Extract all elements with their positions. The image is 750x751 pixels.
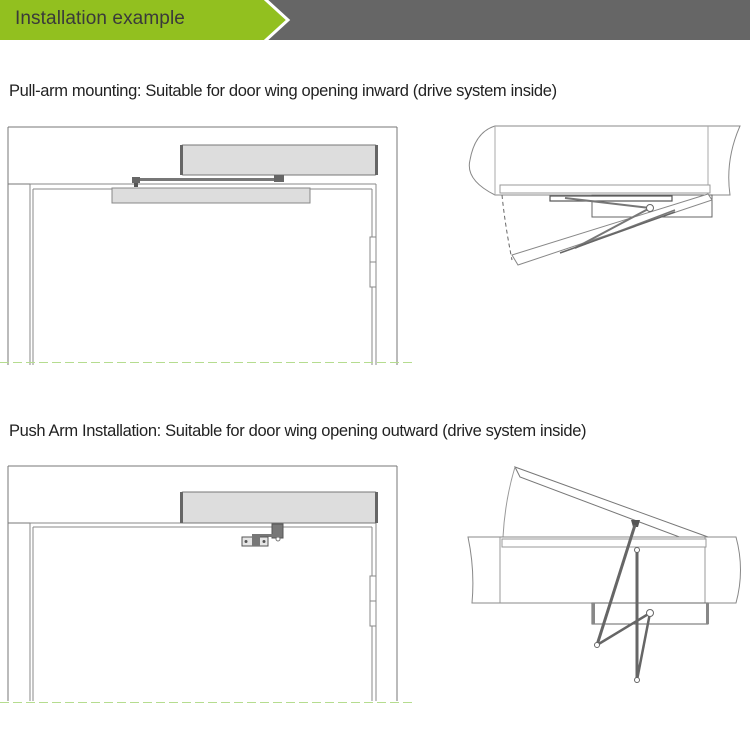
section-divider-1: [0, 361, 420, 364]
pull-arm-top-view: [460, 120, 750, 280]
section-divider-2: [0, 701, 420, 704]
section-header: [0, 0, 750, 40]
push-arm-caption: Push Arm Installation: Suitable for door wing opening outward (drive system inside): [9, 422, 587, 440]
push-arm-top-view: [460, 455, 750, 695]
header-title: Installation example: [15, 8, 185, 29]
pull-arm-front-view: [0, 120, 420, 370]
push-arm-front-view: [0, 455, 420, 705]
pull-arm-caption: Pull-arm mounting: Suitable for door wing opening inward (drive system inside): [9, 82, 557, 100]
